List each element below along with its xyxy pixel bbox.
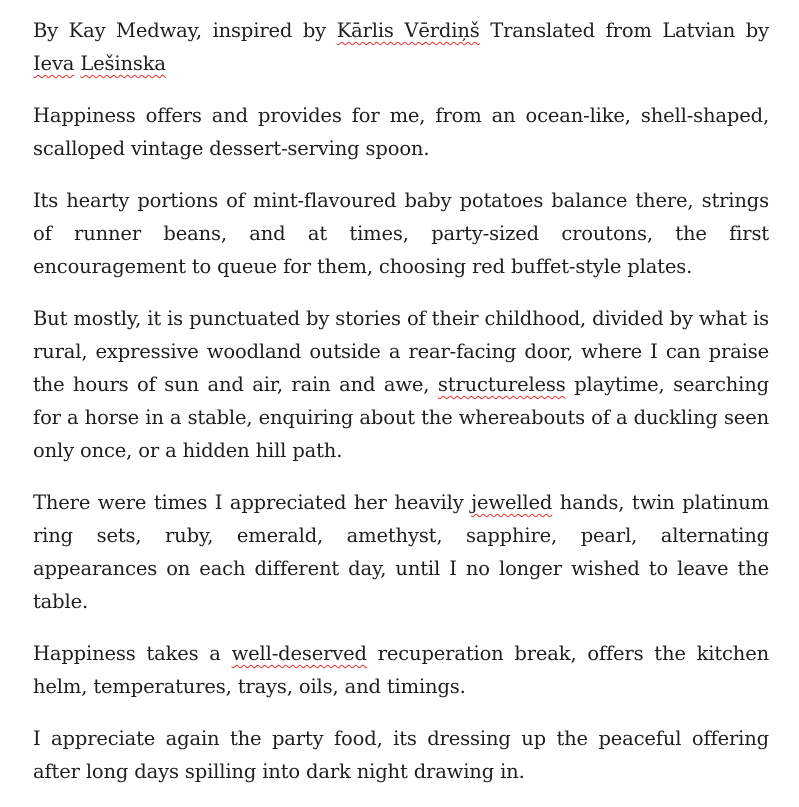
paragraph: I appreciate again the party food, its dressing up the peaceful offering after long days spilling into dark night drawing in. bbox=[33, 727, 769, 783]
misspelled-word[interactable]: Kārlis Vērdiņš bbox=[336, 19, 480, 42]
misspelled-word[interactable]: jewelled bbox=[471, 491, 553, 514]
misspelled-word[interactable]: well-deserved bbox=[231, 642, 367, 665]
paragraph: Its hearty portions of mint-flavoured baby potatoes balance there, strings of runner beans, and at times, party-sized croutons, the first encouragement to queue for them, choosing red buffet-style plates. bbox=[33, 189, 769, 278]
paragraph bbox=[33, 302, 769, 467]
misspelled-word[interactable]: structureless bbox=[437, 373, 566, 396]
byline bbox=[33, 14, 769, 80]
paragraph bbox=[33, 486, 769, 618]
misspelled-word[interactable]: Lešinska bbox=[80, 52, 166, 75]
misspelled-word[interactable]: Ieva bbox=[33, 52, 75, 75]
text-run: But mostly, it is punctuated by stories of their childhood, divided by what is rural, expressive woodland outside a rear-facing door, where I can praise the hours of sun and air, rain and awe, bbox=[33, 307, 769, 396]
text-run: recuperation break, offers the kitchen helm, temperatures, trays, oils, and timings. bbox=[33, 642, 769, 698]
document-body[interactable] bbox=[33, 14, 769, 807]
paragraph: Happiness offers and provides for me, from an ocean-like, shell-shaped, scalloped vintage dessert-serving spoon. bbox=[33, 104, 769, 160]
text-run: playtime, searching for a horse in a stable, enquiring about the whereabouts of a duckling seen only once, or a hidden hill path. bbox=[33, 373, 769, 462]
byline-middle: Translated from Latvian by bbox=[479, 19, 770, 42]
byline-prefix: By Kay Medway, inspired by bbox=[33, 19, 337, 42]
text-run: Happiness takes a bbox=[33, 642, 232, 665]
text-run: There were times I appreciated her heavily bbox=[33, 491, 472, 514]
text-run: hands, twin platinum ring sets, ruby, emerald, amethyst, sapphire, pearl, alternating appearances on each different day, until I no longer wished to leave the table. bbox=[33, 491, 769, 613]
paragraph bbox=[33, 637, 769, 703]
